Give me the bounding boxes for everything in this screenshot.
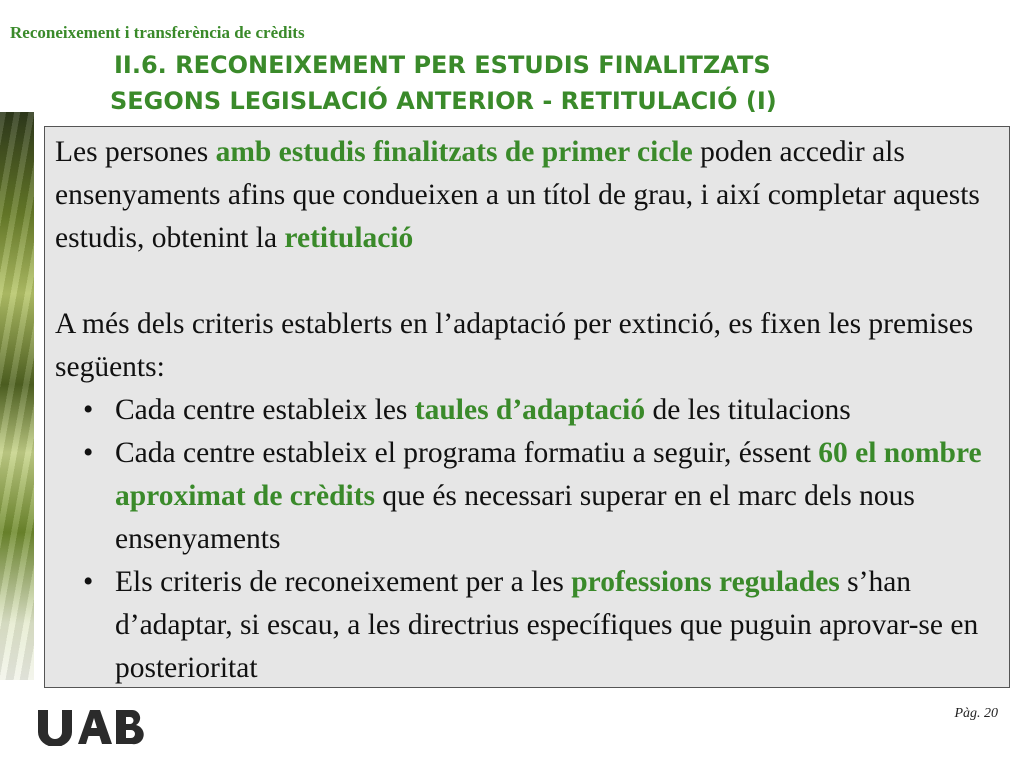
- text-run: Les persones: [55, 136, 216, 168]
- bullet-list: [55, 389, 999, 690]
- list-item: [55, 561, 999, 690]
- bullet-icon: •: [83, 566, 94, 598]
- highlight-retitulacio: retitulació: [284, 222, 414, 254]
- section-subtitle: Reconeixement i transferència de crèdits: [10, 23, 305, 42]
- highlight-credits: 60 el nombre aproximat de crèdits: [115, 437, 982, 512]
- paragraph-intro: [55, 131, 999, 260]
- title-line-2: SEGONS LEGISLACIÓ ANTERIOR - RETITULACIÓ (I): [110, 87, 777, 115]
- side-decoration-image: [0, 112, 34, 680]
- text-run: poden accedir als ensenyaments afins que condueixen a un títol de grau, i així completar aquests estudis, obtenint la: [55, 136, 980, 254]
- spacer: [55, 260, 999, 303]
- text-run: Cada centre estableix les: [115, 394, 415, 426]
- text-run: s’han d’adaptar, si escau, a les directrius específiques que puguin aprovar-se en posterioritat: [115, 566, 979, 684]
- text-run: Els criteris de reconeixement per a les: [115, 566, 572, 598]
- content-box: [44, 126, 1010, 688]
- text-run: que és necessari superar en el marc dels nous ensenyaments: [115, 480, 915, 555]
- list-item: [55, 389, 999, 432]
- highlight-taules: taules d’adaptació: [414, 394, 646, 426]
- highlight-first-cycle: amb estudis finalitzats de primer cicle: [215, 136, 693, 168]
- text-run: Cada centre estableix el programa formatiu a seguir, éssent: [115, 437, 819, 469]
- paragraph-criteria: A més dels criteris establerts en l’adaptació per extinció, es fixen les premises següents:: [55, 308, 974, 383]
- bullet-icon: •: [83, 394, 94, 426]
- text-run: de les titulacions: [645, 394, 851, 426]
- bullet-icon: •: [83, 437, 94, 469]
- uab-logo: [38, 708, 148, 746]
- title-line-1: II.6. RECONEIXEMENT PER ESTUDIS FINALITZATS: [114, 51, 771, 79]
- list-item: [55, 432, 999, 561]
- slide-title: [110, 47, 1010, 119]
- page-number: Pàg. 20: [954, 706, 998, 721]
- highlight-professions: professions regulades: [571, 566, 840, 598]
